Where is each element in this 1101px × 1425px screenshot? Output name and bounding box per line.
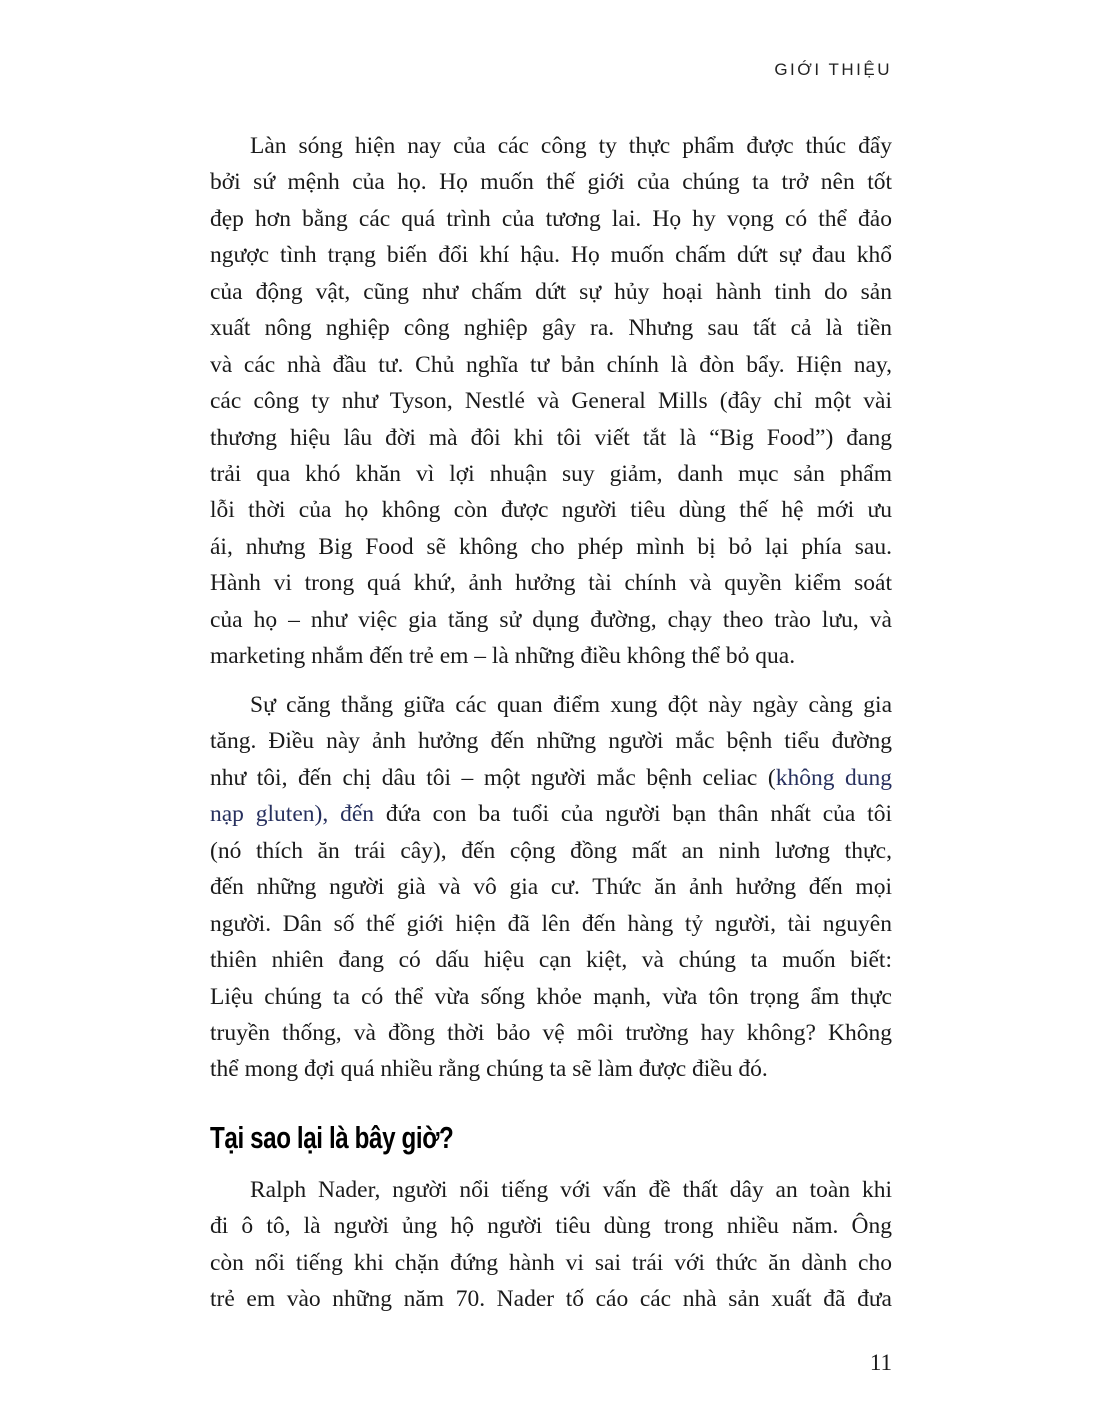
- text-segment: đến những người già và vô gia cư. Thức ăn ảnh hưởng đến mọi: [210, 874, 892, 901]
- text-line: [210, 760, 892, 796]
- text-segment: Làn sóng hiện nay của các công ty thực phẩm được thúc đẩy: [250, 133, 892, 159]
- text-line: [210, 529, 892, 565]
- paragraph-2: [210, 687, 892, 1088]
- text-line: [210, 687, 892, 723]
- text-line: [210, 1245, 892, 1281]
- text-line: [210, 869, 892, 905]
- text-segment: thương hiệu lâu đời mà đôi khi tôi viết tắt là “Big Food”) đang: [210, 424, 892, 451]
- text-segment: Sự căng thẳng giữa các quan điểm xung đột này ngày càng gia: [250, 692, 892, 718]
- text-line: [210, 1172, 892, 1208]
- text-line: [210, 310, 892, 346]
- text-segment: trải qua khó khăn vì lợi nhuận suy giảm, danh mục sản phẩm: [210, 460, 892, 487]
- text-segment: còn nổi tiếng khi chặn đứng hành vi sai trái với thức ăn dành cho: [210, 1249, 892, 1276]
- text-segment: lỗi thời của họ không còn được người tiêu dùng thế hệ mới ưu: [210, 497, 892, 524]
- text-segment: (nó thích ăn trái cây), đến cộng đồng mất an ninh lương thực,: [210, 837, 892, 864]
- text-segment: xuất nông nghiệp công nghiệp gây ra. Nhưng sau tất cả là tiền: [210, 315, 892, 342]
- text-line: [210, 383, 892, 419]
- text-line: [210, 833, 892, 869]
- text-line: [210, 1051, 892, 1087]
- text-line: [210, 942, 892, 978]
- text-segment: của động vật, cũng như chấm dứt sự hủy hoại hành tinh do sản: [210, 278, 892, 305]
- text-segment: đi ô tô, là người ủng hộ người tiêu dùng trong nhiều năm. Ông: [210, 1213, 892, 1240]
- text-line: [210, 164, 892, 200]
- text-segment: như tôi, đến chị dâu tôi – một người mắc bệnh celiac (: [210, 764, 776, 791]
- text-segment: thể mong đợi quá nhiều rằng chúng ta sẽ làm được điều đó.: [210, 1056, 768, 1083]
- text-line: [210, 602, 892, 638]
- text-line: [210, 1208, 892, 1244]
- text-line: [210, 979, 892, 1015]
- page-number: 11: [869, 1350, 892, 1375]
- text-line: [210, 723, 892, 759]
- text-line: [210, 565, 892, 601]
- text-line: [210, 638, 892, 674]
- text-segment: đứa con ba tuổi của người bạn thân nhất của tôi: [374, 801, 892, 828]
- text-segment: marketing nhắm đến trẻ em – là những điều không thể bỏ qua.: [210, 643, 796, 670]
- text-line: [210, 906, 892, 942]
- text-line: [210, 237, 892, 273]
- text-line: [210, 1281, 892, 1317]
- highlighted-text: nạp gluten), đến: [210, 801, 374, 828]
- text-line: [210, 492, 892, 528]
- text-line: [210, 347, 892, 383]
- text-segment: tăng. Điều này ảnh hưởng đến những người mắc bệnh tiểu đường: [210, 728, 892, 755]
- text-line: [210, 274, 892, 310]
- text-line: [210, 456, 892, 492]
- text-segment: trẻ em vào những năm 70. Nader tố cáo các nhà sản xuất đã đưa: [210, 1286, 892, 1313]
- text-line: [210, 201, 892, 237]
- text-segment: và các nhà đầu tư. Chủ nghĩa tư bản chính là đòn bẩy. Hiện nay,: [210, 351, 892, 378]
- text-segment: ngược tình trạng biến đổi khí hậu. Họ muốn chấm dứt sự đau khổ: [210, 242, 892, 269]
- paragraph-3: [210, 1172, 892, 1318]
- section-heading: Tại sao lại là bây giờ?: [210, 1120, 454, 1155]
- text-segment: thiên nhiên đang có dấu hiệu cạn kiệt, và chúng ta muốn biết:: [210, 947, 892, 974]
- text-segment: bởi sứ mệnh của họ. Họ muốn thế giới của chúng ta trở nên tốt: [210, 169, 892, 196]
- text-segment: Hành vi trong quá khứ, ảnh hưởng tài chính và quyền kiểm soát: [210, 570, 892, 597]
- text-segment: các công ty như Tyson, Nestlé và General Mills (đây chỉ một vài: [210, 388, 892, 415]
- running-head: GIỚI THIỆU: [774, 60, 892, 79]
- text-segment: người. Dân số thế giới hiện đã lên đến hàng tỷ người, tài nguyên: [210, 910, 892, 937]
- text-segment: truyền thống, và đồng thời bảo vệ môi trường hay không? Không: [210, 1019, 892, 1046]
- paragraph-1: [210, 128, 892, 675]
- text-segment: đẹp hơn bằng các quá trình của tương lai. Họ hy vọng có thể đảo: [210, 205, 892, 232]
- text-line: [210, 420, 892, 456]
- highlighted-text: không dung: [775, 764, 892, 791]
- text-line: [210, 128, 892, 164]
- text-segment: của họ – như việc gia tăng sử dụng đường, chạy theo trào lưu, và: [210, 606, 892, 633]
- text-segment: Ralph Nader, người nổi tiếng với vấn đề thất dây an toàn khi: [250, 1177, 892, 1203]
- text-segment: ái, nhưng Big Food sẽ không cho phép mình bị bỏ lại phía sau.: [210, 533, 892, 560]
- text-line: [210, 1015, 892, 1051]
- text-line: [210, 796, 892, 832]
- text-segment: Liệu chúng ta có thể vừa sống khỏe mạnh, vừa tôn trọng ẩm thực: [210, 983, 892, 1010]
